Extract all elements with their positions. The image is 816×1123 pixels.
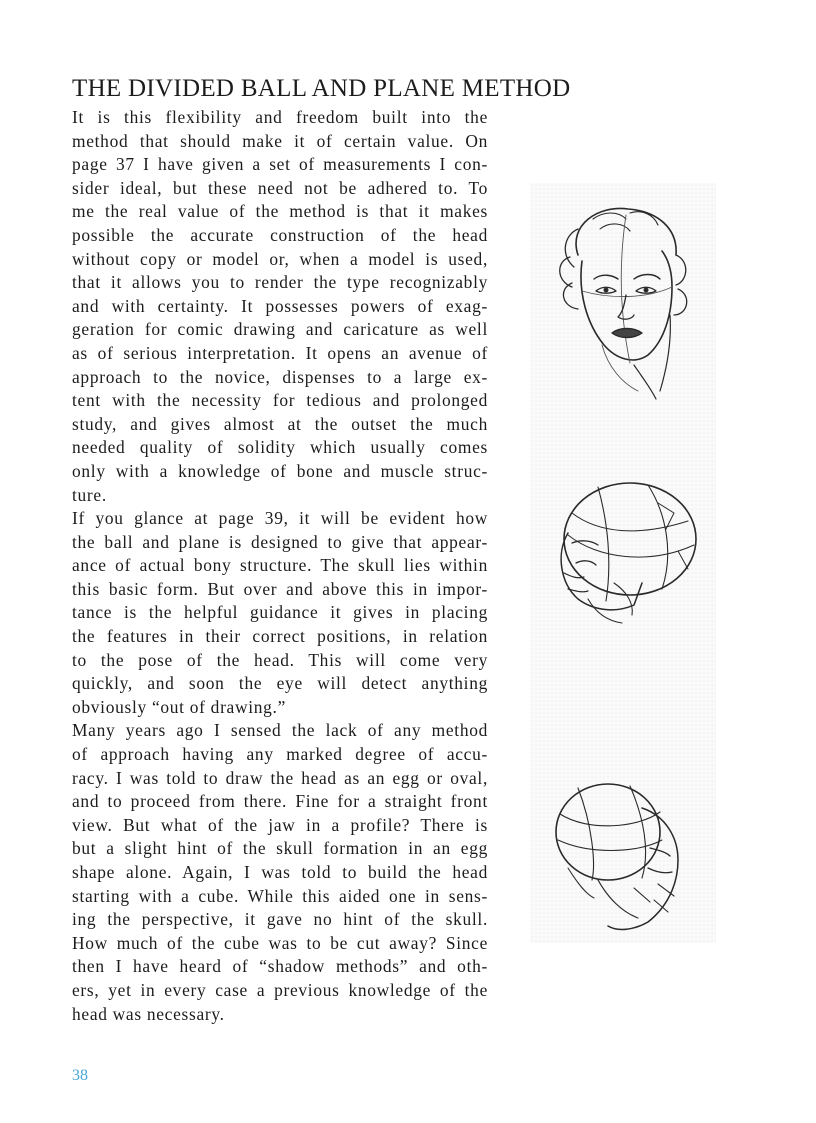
- text-line: shape alone. Again, I was told to build the head: [72, 862, 488, 882]
- text-line: Many years ago I sensed the lack of any method: [72, 720, 488, 741]
- text-line: It is this flexibility and freedom built into the: [72, 107, 488, 127]
- text-line: How much of the cube was to be cut away? Since: [72, 932, 488, 953]
- text-line: of approach having any marked degree of accu-: [72, 744, 488, 765]
- text-line: starting with a cube. While this aided one in sens-: [72, 885, 488, 906]
- text-line: and with certainty. It possesses powers of exag-: [72, 295, 488, 316]
- page-number: 38: [72, 1067, 88, 1084]
- text-line: quickly, and soon the eye will detect anything: [72, 673, 488, 694]
- text-line: the ball and plane is designed to give that appear-: [72, 531, 488, 552]
- text-line: ance of actual bony structure. The skull lies within: [72, 555, 488, 576]
- text-line: without copy or model or, when a model is used,: [72, 248, 488, 269]
- text-line: page 37 I have given a set of measurements I con-: [72, 154, 488, 175]
- text-line: the features in their correct positions, in relation: [72, 626, 488, 647]
- text-line: me the real value of the method is that it makes: [72, 201, 488, 222]
- text-line: this basic form. But over and above this in impor-: [72, 578, 488, 599]
- text-line: tent with the necessity for tedious and prolonged: [72, 390, 488, 411]
- skull-sketch: [538, 768, 708, 938]
- text-line: If you glance at page 39, it will be evident how: [72, 508, 488, 529]
- ball-plane-sketch: [538, 473, 708, 633]
- body-text: [72, 106, 488, 1026]
- text-line: geration for comic drawing and caricature as well: [72, 319, 488, 340]
- text-line: study, and gives almost at the outset the much: [72, 413, 488, 434]
- text-line: then I have heard of “shadow methods” and oth-: [72, 956, 488, 977]
- text-line: racy. I was told to draw the head as an egg or oval,: [72, 767, 488, 788]
- text-line: sider ideal, but these need not be adhered to. To: [72, 177, 488, 198]
- head-sketch-front: [538, 195, 708, 405]
- text-line: approach to the novice, dispenses to a large ex-: [72, 366, 488, 387]
- text-line: tance is the helpful guidance it gives in placing: [72, 602, 488, 623]
- text-line: method that should make it of certain value. On: [72, 130, 488, 151]
- text-line: ing the perspective, it gave no hint of the skull.: [72, 909, 488, 930]
- text-line: as of serious interpretation. It opens an avenue of: [72, 342, 488, 363]
- text-line: possible the accurate construction of the head: [72, 224, 488, 245]
- text-line: head was necessary.: [72, 1003, 225, 1024]
- text-line: obviously “out of drawing.”: [72, 696, 287, 717]
- text-line: but a slight hint of the skull formation in an egg: [72, 838, 488, 859]
- text-line: needed quality of solidity which usually comes: [72, 437, 488, 458]
- text-line: that it allows you to render the type recognizably: [72, 272, 488, 293]
- text-line: and to proceed from there. Fine for a straight front: [72, 791, 488, 812]
- text-line: only with a knowledge of bone and muscle struc-: [72, 460, 488, 481]
- page-title: THE DIVIDED BALL AND PLANE METHOD: [72, 75, 571, 102]
- text-line: view. But what of the jaw in a profile? There is: [72, 814, 488, 835]
- sketch-panel: [530, 183, 716, 943]
- text-line: ers, yet in every case a previous knowledge of the: [72, 979, 488, 1000]
- text-line: to the pose of the head. This will come very: [72, 649, 488, 670]
- text-line: ture.: [72, 484, 107, 505]
